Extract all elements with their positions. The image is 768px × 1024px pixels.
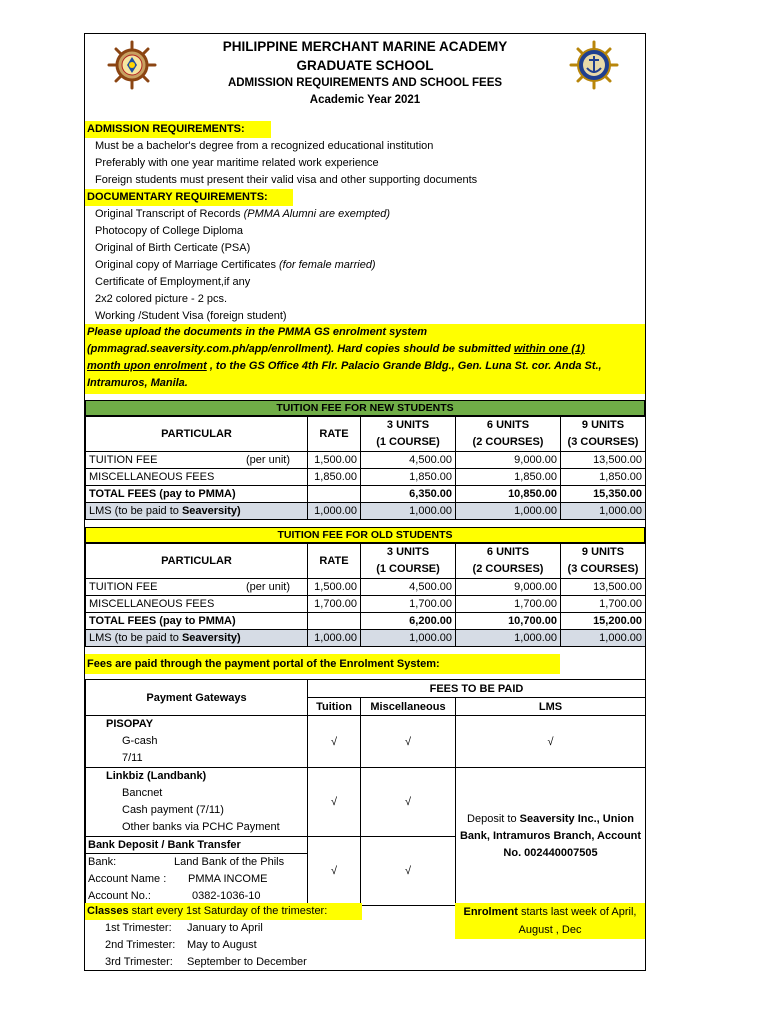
admission-item: Foreign students must present their valid visa and other supporting documents: [95, 174, 478, 186]
document-item: Certificate of Employment,if any: [95, 276, 251, 288]
table-row: [86, 596, 646, 613]
upload-note-text: , to the GS Office 4th Flr. Palacio Grande Bldg., Gen. Luna St. cor. Anda St.,: [206, 360, 602, 372]
cell-3-units: 1,700.00: [361, 596, 456, 613]
cell-3-units: 6,350.00: [361, 486, 456, 503]
upload-note-deadline: month upon enrolment: [87, 360, 207, 372]
cell-3-units: 1,000.00: [361, 503, 456, 520]
enrolment-label: Enrolment: [463, 906, 518, 918]
academic-year: Academic Year 2021: [309, 94, 421, 106]
upload-note-text: (pmmagrad.seaversity.com.ph/app/enrollment). Hard copies should be submitted: [87, 343, 514, 355]
col-label: 6 UNITS: [486, 546, 530, 558]
col-rate: RATE: [308, 417, 361, 452]
col-label: 6 UNITS: [486, 419, 530, 431]
row-label-suffix: (per unit): [245, 581, 290, 593]
enrolment-line: [455, 903, 645, 921]
trimester-line: [105, 937, 257, 954]
cell-3-units: 1,000.00: [361, 630, 456, 647]
lms-deposit-prefix: Deposit to: [467, 813, 520, 825]
table-header-row: [86, 680, 646, 698]
document-item-note: (PMMA Alumni are exempted): [243, 208, 391, 220]
cell-6-units: 1,000.00: [456, 503, 561, 520]
col-miscellaneous: Miscellaneous: [361, 698, 456, 716]
row-label: TOTAL FEES (pay to PMMA): [86, 613, 308, 630]
classes-note: [85, 903, 362, 920]
col-label: (3 COURSES): [567, 436, 639, 448]
gateway-pisopay: [86, 716, 308, 768]
cell-9-units: 15,350.00: [561, 486, 646, 503]
col-9-units: [561, 417, 646, 452]
payment-gateways-table: [85, 679, 646, 906]
document-subtitle: ADMISSION REQUIREMENTS AND SCHOOL FEES: [227, 77, 503, 89]
row-label: [86, 452, 308, 469]
lms-deposit-line: Bank, Intramuros Branch, Account: [459, 830, 642, 842]
trimester-label: 2nd Trimester:: [105, 939, 176, 951]
document-item-text: Original Transcript of Records: [95, 208, 244, 220]
cell-rate: 1,000.00: [308, 630, 361, 647]
gateway-name: PISOPAY: [106, 718, 154, 730]
row-label-text: TUITION FEE: [89, 581, 158, 593]
col-label: 3 UNITS: [386, 546, 430, 558]
upload-note-line: Please upload the documents in the PMMA GS enrolment system: [87, 326, 428, 338]
table-header-row: [86, 544, 646, 579]
row-label-suffix: (per unit): [245, 454, 290, 466]
document-item: Working /Student Visa (foreign student): [95, 310, 287, 322]
gateway-option: Other banks via PCHC Payment: [122, 821, 280, 833]
row-label-payee: Seaversity): [181, 505, 241, 517]
cell-6-units: 10,700.00: [456, 613, 561, 630]
row-label: TOTAL FEES (pay to PMMA): [86, 486, 308, 503]
trimester-label: 3rd Trimester:: [105, 956, 173, 968]
col-label: (1 COURSE): [376, 436, 440, 448]
cell-3-units: 1,850.00: [361, 469, 456, 486]
account-name-value: PMMA INCOME: [188, 873, 268, 885]
account-no-value: 0382-1036-10: [192, 890, 261, 902]
check-tuition: √: [308, 716, 361, 768]
cell-6-units: 1,000.00: [456, 630, 561, 647]
gateway-name: Bank Deposit / Bank Transfer: [86, 837, 307, 854]
row-label: MISCELLANEOUS FEES: [86, 469, 308, 486]
enrolment-text: starts last week of April,: [517, 906, 637, 918]
gateway-name: Linkbiz (Landbank): [106, 770, 207, 782]
trimester-line: [105, 954, 307, 971]
cell-6-units: 9,000.00: [456, 452, 561, 469]
enrolment-line: August , Dec: [518, 924, 582, 936]
fee-document: [84, 33, 646, 971]
document-item: [85, 206, 390, 223]
col-particular: PARTICULAR: [86, 544, 308, 579]
upload-note-line: [87, 358, 645, 375]
check-lms: √: [456, 716, 646, 768]
check-misc: √: [361, 716, 456, 768]
bank-label: Bank:: [88, 856, 117, 868]
row-label-payee: Seaversity): [181, 632, 241, 644]
col-3-units: [361, 417, 456, 452]
row-label: [86, 503, 308, 520]
row-label: MISCELLANEOUS FEES: [86, 596, 308, 613]
cell-9-units: 1,850.00: [561, 469, 646, 486]
col-rate: RATE: [308, 544, 361, 579]
gateway-row-linkbiz: [86, 768, 646, 837]
row-label-text: LMS (to be paid to: [89, 632, 182, 644]
gateway-linkbiz: [86, 768, 308, 837]
institution-name: PHILIPPINE MERCHANT MARINE ACADEMY: [222, 39, 508, 54]
upload-note-deadline: within one (1): [513, 343, 585, 355]
admission-item: Must be a bachelor's degree from a recognized educational institution: [95, 140, 434, 152]
col-3-units: [361, 544, 456, 579]
table-row: [86, 579, 646, 596]
cell-rate: 1,500.00: [308, 452, 361, 469]
col-label: 3 UNITS: [386, 419, 430, 431]
upload-note: [85, 324, 645, 394]
cell-rate: 1,700.00: [308, 596, 361, 613]
col-tuition: Tuition: [308, 698, 361, 716]
col-label: 9 UNITS: [581, 419, 625, 431]
account-no-label: Account No.:: [88, 890, 151, 902]
col-9-units: [561, 544, 646, 579]
upload-note-line: [87, 341, 645, 358]
cell-6-units: 10,850.00: [456, 486, 561, 503]
trimester-label: 1st Trimester:: [105, 922, 172, 934]
check-misc: √: [361, 837, 456, 906]
cell-rate: 1,500.00: [308, 579, 361, 596]
classes-text: start every 1st Saturday of the trimester:: [128, 905, 328, 917]
cell-9-units: 13,500.00: [561, 579, 646, 596]
table-row: [86, 469, 646, 486]
document-item-text: Original copy of Marriage Certificates: [95, 259, 280, 271]
bank-name-line: [86, 854, 307, 871]
trimester-value: September to December: [187, 956, 307, 968]
cell-9-units: 1,000.00: [561, 503, 646, 520]
account-name-line: [86, 871, 307, 888]
col-lms: LMS: [456, 698, 646, 716]
ships-wheel-seal-icon: [107, 40, 157, 90]
lms-deposit-payee: Seaversity Inc., Union: [519, 813, 634, 825]
lms-deposit-info: [456, 768, 646, 906]
cell-3-units: 6,200.00: [361, 613, 456, 630]
document-item-note: (for female married): [279, 259, 376, 271]
documentary-heading: DOCUMENTARY REQUIREMENTS:: [85, 189, 293, 206]
table-row: [86, 452, 646, 469]
table-header-row: [86, 417, 646, 452]
check-misc: √: [361, 768, 456, 837]
row-label: [86, 579, 308, 596]
upload-note-line: Intramuros, Manila.: [87, 377, 188, 389]
cell-9-units: 1,000.00: [561, 630, 646, 647]
trimester-value: January to April: [187, 922, 263, 934]
document-item: Photocopy of College Diploma: [95, 225, 243, 237]
col-fees-to-be-paid: FEES TO BE PAID: [308, 680, 646, 698]
cell-6-units: 1,850.00: [456, 469, 561, 486]
col-label: (2 COURSES): [472, 563, 544, 575]
table-row-total: [86, 613, 646, 630]
gateway-option: 7/11: [122, 752, 143, 764]
account-name-label: Account Name :: [88, 873, 167, 885]
table-row-lms: [86, 503, 646, 520]
row-label-text: TUITION FEE: [89, 454, 158, 466]
row-label-text: LMS (to be paid to: [89, 505, 182, 517]
gateway-option: Cash payment (7/11): [122, 804, 224, 816]
gateway-option: G-cash: [122, 735, 158, 747]
enrolment-note: [455, 903, 645, 939]
old-students-title: TUITION FEE FOR OLD STUDENTS: [85, 527, 645, 543]
gateway-option: Bancnet: [122, 787, 163, 799]
school-name: GRADUATE SCHOOL: [296, 58, 434, 73]
col-label: (3 COURSES): [567, 563, 639, 575]
classes-label: Classes: [87, 905, 129, 917]
bank-value: Land Bank of the Phils: [174, 856, 285, 868]
new-students-fee-table: [85, 416, 646, 520]
cell-rate: 1,000.00: [308, 503, 361, 520]
lms-deposit-line: [456, 811, 645, 828]
admission-heading: ADMISSION REQUIREMENTS:: [85, 121, 271, 138]
gateway-bank-deposit: [86, 837, 308, 906]
col-gateways: Payment Gateways: [86, 680, 308, 716]
table-row-lms: [86, 630, 646, 647]
admission-item: Preferably with one year maritime related work experience: [95, 157, 379, 169]
cell-9-units: 13,500.00: [561, 452, 646, 469]
col-label: (1 COURSE): [376, 563, 440, 575]
gateway-row-pisopay: [86, 716, 646, 768]
col-label: (2 COURSES): [472, 436, 544, 448]
row-label: [86, 630, 308, 647]
cell-6-units: 1,700.00: [456, 596, 561, 613]
cell-rate: [308, 613, 361, 630]
payment-portal-note: Fees are paid through the payment portal of the Enrolment System:: [85, 654, 560, 674]
old-students-fee-table: [85, 543, 646, 647]
cell-3-units: 4,500.00: [361, 579, 456, 596]
trimester-line: [105, 920, 263, 937]
lms-deposit-account: No. 002440007505: [503, 847, 598, 859]
trimester-value: May to August: [187, 939, 257, 951]
document-item: 2x2 colored picture - 2 pcs.: [95, 293, 228, 305]
cell-rate: 1,850.00: [308, 469, 361, 486]
new-students-title: TUITION FEE FOR NEW STUDENTS: [85, 400, 645, 416]
document-item: Original of Birth Certicate (PSA): [95, 242, 251, 254]
cell-9-units: 15,200.00: [561, 613, 646, 630]
ships-wheel-anchor-seal-icon: [569, 40, 619, 90]
check-tuition: √: [308, 768, 361, 837]
col-6-units: [456, 417, 561, 452]
check-tuition: √: [308, 837, 361, 906]
cell-6-units: 9,000.00: [456, 579, 561, 596]
col-particular: PARTICULAR: [86, 417, 308, 452]
cell-rate: [308, 486, 361, 503]
document-header: [85, 34, 645, 120]
table-row-total: [86, 486, 646, 503]
col-label: 9 UNITS: [581, 546, 625, 558]
cell-3-units: 4,500.00: [361, 452, 456, 469]
cell-9-units: 1,700.00: [561, 596, 646, 613]
document-item: [85, 257, 376, 274]
col-6-units: [456, 544, 561, 579]
